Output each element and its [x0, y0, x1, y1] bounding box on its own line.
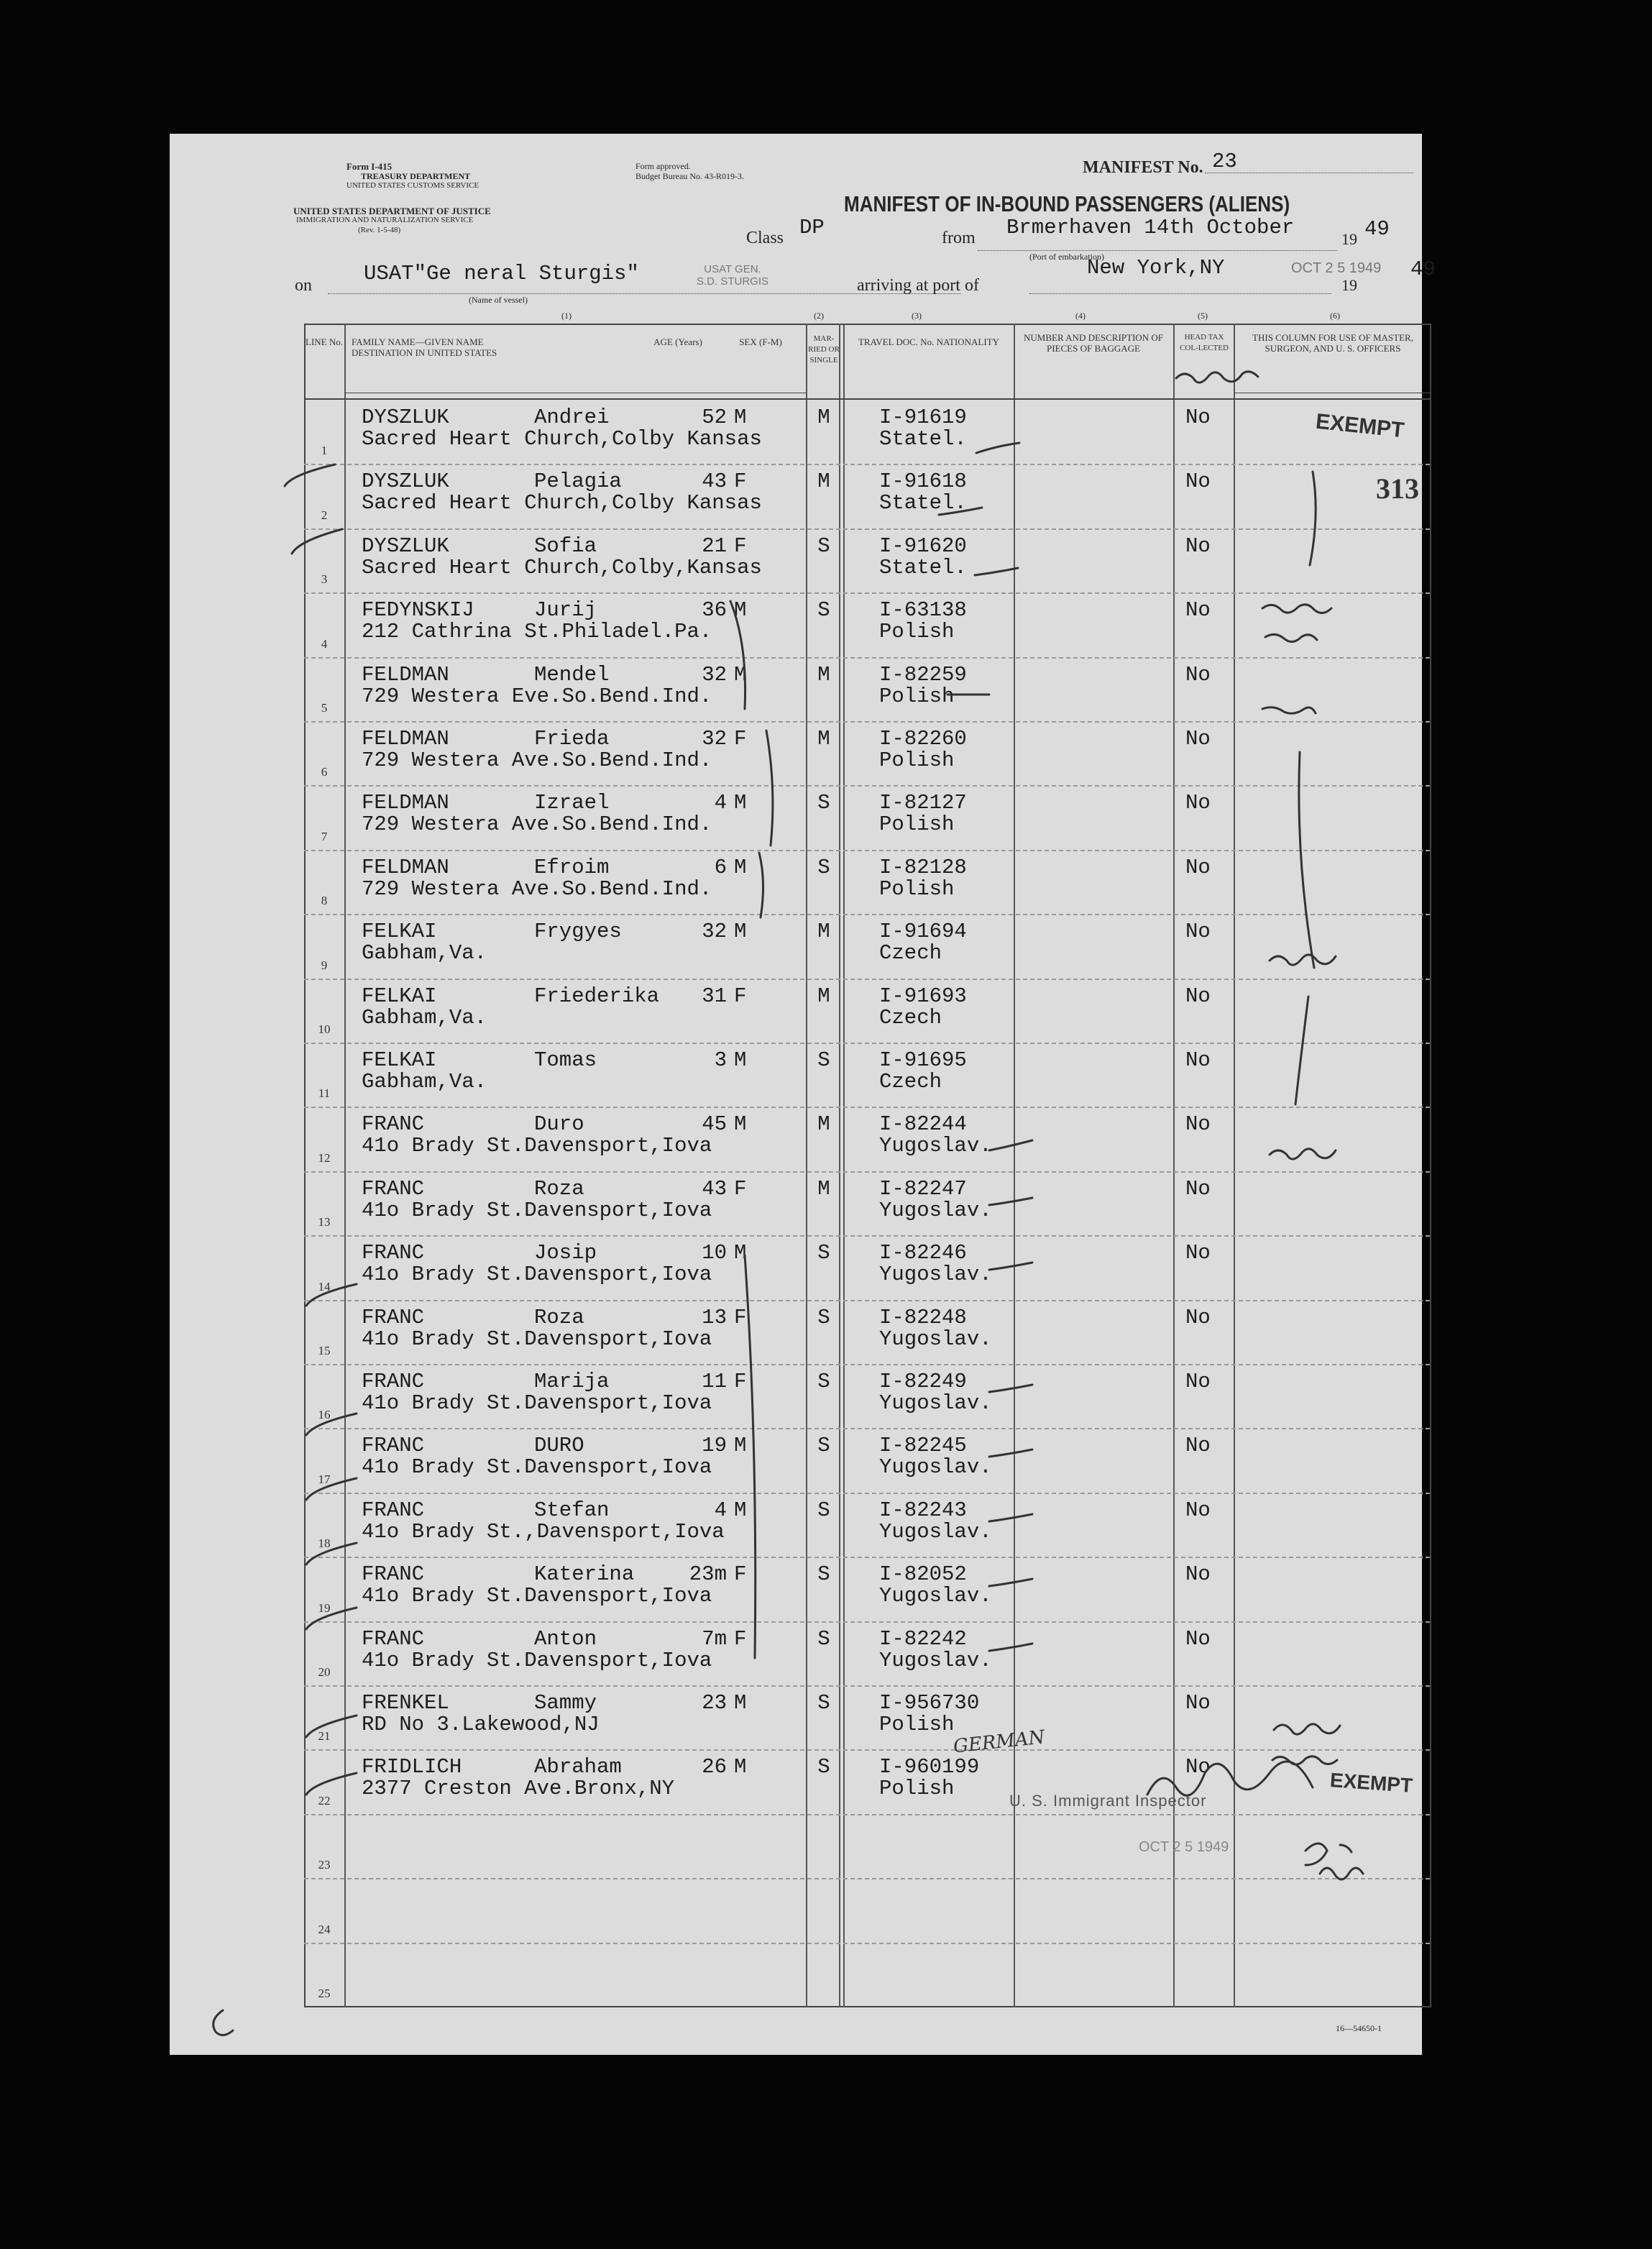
marital-status-cell: S	[817, 1755, 830, 1779]
destination-cell: 41o Brady St.Davensport,Iova	[362, 1648, 712, 1672]
age-cell: 45	[702, 1112, 727, 1137]
nationality-cell: Yugoslav.	[879, 1391, 992, 1415]
column-number: (6)	[1330, 311, 1340, 321]
marital-status-cell: M	[817, 406, 830, 429]
head-tax-cell: No	[1185, 533, 1211, 558]
family-name: FELKAI	[362, 920, 437, 944]
line-number: 3	[321, 572, 328, 587]
sex-cell: F	[734, 1626, 747, 1651]
travel-doc-number: I-82052	[879, 1562, 967, 1587]
destination-cell: 729 Westera Ave.So.Bend.Ind.	[362, 812, 712, 837]
family-name: FRANC	[362, 1241, 425, 1265]
year-prefix-2: 19	[1341, 276, 1357, 294]
family-name: FEDYNSKIJ	[362, 598, 474, 623]
footer-code: 16—54650-1	[1336, 2023, 1382, 2033]
nationality-cell: Polish	[879, 748, 955, 772]
marital-status-cell: S	[817, 1562, 830, 1587]
family-name: FELDMAN	[362, 727, 449, 751]
line-number: 21	[318, 1729, 331, 1744]
sex-cell: M	[734, 791, 747, 815]
family-name: FELDMAN	[362, 662, 449, 687]
nationality-cell: Yugoslav.	[879, 1134, 992, 1158]
nationality-cell: Polish	[879, 1713, 955, 1736]
age-cell: 43	[702, 1176, 727, 1201]
destination-cell: 41o Brady St.Davensport,Iova	[362, 1198, 712, 1222]
given-name: Pelagia	[534, 470, 622, 494]
age-cell: 32	[702, 662, 727, 687]
given-name: Marija	[534, 1370, 610, 1393]
nationality-cell: Czech	[879, 941, 942, 966]
family-name: FRANC	[362, 1434, 425, 1458]
handwriting-mark	[1176, 372, 1258, 383]
destination-cell: 41o Brady St.Davensport,Iova	[362, 1134, 712, 1158]
travel-doc-number: I-91693	[879, 984, 967, 1008]
nationality-cell: Yugoslav.	[879, 1263, 992, 1287]
nationality-cell: Statel.	[879, 427, 967, 451]
head-tax-cell: No	[1185, 920, 1211, 944]
marital-status-cell: M	[817, 984, 830, 1008]
family-name: FRANC	[362, 1112, 425, 1137]
destination-cell: 729 Westera Ave.So.Bend.Ind.	[362, 748, 712, 772]
travel-doc-number: I-91619	[879, 406, 967, 429]
nationality-cell: Yugoslav.	[879, 1519, 992, 1544]
age-cell: 23	[702, 1691, 727, 1715]
col-header-travel-doc: TRAVEL DOC. No. NATIONALITY	[858, 336, 1000, 347]
line-number: 19	[318, 1600, 331, 1615]
head-tax-cell: No	[1185, 470, 1211, 494]
inspector-signature	[1147, 1762, 1313, 1795]
head-tax-cell: No	[1185, 598, 1211, 623]
sex-cell: M	[734, 598, 747, 623]
family-name: FRANC	[362, 1498, 425, 1522]
nationality-cell: Polish	[879, 876, 955, 901]
year-prefix-1: 19	[1341, 230, 1357, 248]
given-name: Abraham	[534, 1755, 622, 1779]
given-name: Izrael	[534, 791, 610, 815]
column-number: (5)	[1198, 311, 1208, 321]
destination-cell: 41o Brady St.Davensport,Iova	[362, 1391, 712, 1415]
given-name: DURO	[534, 1434, 584, 1458]
handwriting-mark	[1274, 1724, 1340, 1734]
destination-cell: Gabham,Va.	[362, 941, 487, 966]
line-number: 2	[321, 508, 328, 522]
head-tax-cell: No	[1185, 1241, 1211, 1265]
marital-status-cell: M	[817, 727, 830, 751]
handwriting-mark	[1320, 1868, 1363, 1879]
sex-cell: M	[734, 1498, 747, 1522]
given-name: Katerina	[534, 1562, 635, 1587]
on-label: on	[295, 276, 312, 295]
travel-doc-number: I-91694	[879, 920, 967, 944]
from-port: Brmerhaven 14th October	[1006, 216, 1295, 239]
handwriting-mark	[1305, 1843, 1352, 1865]
marital-status-cell: M	[817, 920, 830, 944]
nationality-correction: GERMAN	[952, 1726, 1046, 1758]
head-tax-cell: No	[1185, 855, 1211, 879]
handwriting-mark	[989, 1140, 1032, 1651]
age-cell: 52	[702, 406, 727, 429]
given-name: Frygyes	[534, 920, 622, 944]
travel-doc-number: I-82246	[879, 1241, 967, 1265]
destination-cell: 729 Westera Ave.So.Bend.Ind.	[362, 876, 712, 901]
handwriting-mark	[1270, 1149, 1336, 1159]
destination-cell: 41o Brady St.Davensport,Iova	[362, 1584, 712, 1608]
travel-doc-number: I-82243	[879, 1498, 967, 1522]
vessel-caption: (Name of vessel)	[469, 295, 528, 305]
line-number: 9	[321, 958, 328, 972]
budget-bureau: Budget Bureau No. 43-R019-3.	[635, 171, 744, 181]
head-tax-cell: No	[1185, 406, 1211, 429]
sex-cell: F	[734, 1305, 747, 1329]
line-number: 18	[318, 1536, 331, 1551]
marital-status-cell: M	[817, 1176, 830, 1201]
given-name: Roza	[534, 1305, 584, 1329]
family-name: FELDMAN	[362, 855, 449, 879]
line-number: 13	[318, 1215, 331, 1229]
sex-cell: M	[734, 662, 747, 687]
travel-doc-number: I-91620	[879, 533, 967, 558]
marital-status-cell: M	[817, 662, 830, 687]
sex-cell: F	[734, 1176, 747, 1201]
travel-doc-number: I-82247	[879, 1176, 967, 1201]
age-cell: 23m	[689, 1562, 727, 1587]
age-cell: 43	[702, 470, 727, 494]
marital-status-cell: S	[817, 598, 830, 623]
age-cell: 21	[702, 533, 727, 558]
destination-cell: RD No 3.Lakewood,NJ	[362, 1713, 600, 1736]
line-number: 4	[321, 636, 328, 651]
sex-cell: M	[734, 1048, 747, 1072]
nationality-cell: Polish	[879, 620, 955, 644]
exempt-stamp-bottom: EXEMPT	[1329, 1769, 1414, 1797]
line-number: 11	[318, 1086, 331, 1101]
marital-status-cell: S	[817, 791, 830, 815]
handwriting-mark	[1299, 752, 1314, 968]
family-name: FELKAI	[362, 984, 437, 1008]
handwriting-mark	[1270, 955, 1336, 965]
col-header-head-tax: HEAD TAX COL-LECTED	[1180, 333, 1229, 352]
age-cell: 4	[714, 791, 727, 815]
form-revision: (Rev. 1-5-48)	[358, 226, 401, 234]
sex-cell: M	[734, 1241, 747, 1265]
head-tax-cell: No	[1185, 1305, 1211, 1329]
nationality-cell: Polish	[879, 812, 955, 837]
line-number: 12	[318, 1150, 331, 1165]
line-number: 17	[318, 1472, 331, 1486]
handwriting-overlay	[170, 134, 1422, 2055]
marital-status-cell: S	[817, 1048, 830, 1072]
head-tax-cell: No	[1185, 1434, 1211, 1458]
col-header-name-destination: FAMILY NAME—GIVEN NAME DESTINATION IN UNITED STATES	[352, 336, 497, 358]
travel-doc-number: I-82248	[879, 1305, 967, 1329]
family-name: FRANC	[362, 1370, 425, 1393]
head-tax-cell: No	[1185, 1048, 1211, 1072]
col-header-officers: THIS COLUMN FOR USE OF MASTER, SURGEON, AND U. S. OFFICERS	[1252, 332, 1413, 354]
destination-cell: 41o Brady St.Davensport,Iova	[362, 1327, 712, 1351]
sex-cell: M	[734, 1112, 747, 1137]
given-name: Josip	[534, 1241, 597, 1265]
inspector-caption: U. S. Immigrant Inspector	[1009, 1792, 1207, 1810]
travel-doc-number: I-956730	[879, 1691, 980, 1715]
head-tax-cell: No	[1185, 1176, 1211, 1201]
age-cell: 3	[714, 1048, 727, 1072]
marital-status-cell: S	[817, 1305, 830, 1329]
travel-doc-number: I-91695	[879, 1048, 967, 1072]
head-tax-cell: No	[1185, 1112, 1211, 1137]
age-cell: 6	[714, 855, 727, 879]
family-name: FRANC	[362, 1626, 425, 1651]
handwriting-mark	[1262, 605, 1331, 613]
marital-status-cell: S	[817, 1370, 830, 1393]
given-name: Sofia	[534, 533, 597, 558]
age-cell: 32	[702, 920, 727, 944]
given-name: Stefan	[534, 1498, 610, 1522]
arrival-port: New York,NY	[1087, 256, 1225, 280]
nationality-cell: Yugoslav.	[879, 1648, 992, 1672]
family-name: FRENKEL	[362, 1691, 449, 1715]
head-tax-cell: No	[1185, 1755, 1211, 1779]
head-tax-cell: No	[1185, 984, 1211, 1008]
line-number: 14	[318, 1279, 331, 1293]
handwriting-mark	[730, 601, 773, 917]
given-name: Andrei	[534, 406, 610, 429]
year-1: 49	[1364, 217, 1390, 241]
age-cell: 26	[702, 1755, 727, 1779]
destination-cell: 729 Westera Eve.So.Bend.Ind.	[362, 684, 712, 708]
age-cell: 31	[702, 984, 727, 1008]
marital-status-cell: S	[817, 855, 830, 879]
line-number: 15	[318, 1343, 331, 1357]
age-cell: 10	[702, 1241, 727, 1265]
age-cell: 32	[702, 727, 727, 751]
age-cell: 19	[702, 1434, 727, 1458]
form-id: Form I-415	[347, 161, 393, 172]
handwriting-mark	[214, 2010, 233, 2035]
head-tax-cell: No	[1185, 1498, 1211, 1522]
marital-status-cell: S	[817, 1434, 830, 1458]
nationality-cell: Yugoslav.	[879, 1584, 992, 1608]
nationality-cell: Polish	[879, 684, 955, 708]
head-tax-cell: No	[1185, 1626, 1211, 1651]
column-number: (1)	[561, 311, 572, 321]
destination-cell: Sacred Heart Church,Colby Kansas	[362, 427, 762, 451]
marital-status-cell: M	[817, 1112, 830, 1137]
given-name: Efroim	[534, 855, 610, 879]
destination-cell: Sacred Heart Church,Colby Kansas	[362, 491, 762, 516]
family-name: DYSZLUK	[362, 470, 449, 494]
travel-doc-number: I-82245	[879, 1434, 967, 1458]
line-number: 8	[321, 894, 328, 908]
handwriting-mark	[1265, 634, 1317, 641]
travel-doc-number: I-960199	[879, 1755, 980, 1779]
line-number: 25	[318, 1986, 331, 2000]
vessel-stamp: USAT GEN. S.D. STURGIS	[696, 263, 768, 288]
given-name: Mendel	[534, 662, 610, 687]
handwriting-mark	[1262, 707, 1316, 714]
sex-cell: F	[734, 1562, 747, 1587]
sex-cell: M	[734, 1691, 747, 1715]
age-cell: 4	[714, 1498, 727, 1522]
line-number: 23	[318, 1858, 331, 1872]
line-number: 20	[318, 1664, 331, 1679]
given-name: Duro	[534, 1112, 584, 1137]
travel-doc-number: I-82244	[879, 1112, 967, 1137]
travel-doc-number: I-82249	[879, 1370, 967, 1393]
head-tax-cell: No	[1185, 1562, 1211, 1587]
handwriting-mark	[285, 464, 357, 1795]
dept-treasury-sub: UNITED STATES CUSTOMS SERVICE	[347, 181, 479, 190]
family-name: FELKAI	[362, 1048, 437, 1072]
col-header-sex: SEX (F-M)	[739, 336, 782, 347]
line-number: 5	[321, 700, 328, 715]
column-number: (3)	[912, 311, 922, 321]
destination-cell: 2377 Creston Ave.Bronx,NY	[362, 1777, 675, 1801]
head-tax-cell: No	[1185, 791, 1211, 815]
sex-cell: M	[734, 855, 747, 879]
dept-justice: UNITED STATES DEPARTMENT OF JUSTICE	[293, 206, 491, 216]
sex-cell: M	[734, 1755, 747, 1779]
page-number: 313	[1376, 472, 1419, 505]
given-name: Roza	[534, 1176, 584, 1201]
line-number: 24	[318, 1922, 331, 1936]
sex-cell: F	[734, 727, 747, 751]
destination-cell: Sacred Heart Church,Colby,Kansas	[362, 555, 762, 580]
handwriting-mark	[1295, 997, 1308, 1104]
nationality-cell: Statel.	[879, 555, 967, 580]
marital-status-cell: S	[817, 1498, 830, 1522]
arriving-label: arriving at port of	[857, 276, 979, 295]
year-2: 49	[1410, 257, 1436, 281]
marital-status-cell: M	[817, 470, 830, 494]
destination-cell: 41o Brady St.Davensport,Iova	[362, 1455, 712, 1480]
sex-cell: M	[734, 1434, 747, 1458]
from-label: from	[942, 229, 976, 247]
line-number: 22	[318, 1793, 331, 1808]
age-cell: 7m	[702, 1626, 727, 1651]
class-value: DP	[799, 216, 825, 239]
travel-doc-number: I-82259	[879, 662, 967, 687]
manifest-number-label: MANIFEST No.	[1083, 158, 1203, 177]
family-name: FRANC	[362, 1562, 425, 1587]
sex-cell: F	[734, 533, 747, 558]
manifest-sheet	[170, 134, 1436, 2055]
line-number: 6	[321, 765, 328, 779]
line-number: 10	[318, 1022, 331, 1036]
nationality-cell: Yugoslav.	[879, 1455, 992, 1480]
family-name: FRIDLICH	[362, 1755, 462, 1779]
family-name: FELDMAN	[362, 791, 449, 815]
nationality-cell: Statel.	[879, 491, 967, 516]
nationality-cell: Yugoslav.	[879, 1198, 992, 1222]
age-cell: 11	[702, 1370, 727, 1393]
inspector-date-stamp: OCT 2 5 1949	[1139, 1839, 1229, 1855]
class-label: Class	[746, 229, 784, 247]
nationality-cell: Czech	[879, 1070, 942, 1094]
travel-doc-number: I-82128	[879, 855, 967, 879]
head-tax-cell: No	[1185, 727, 1211, 751]
port-caption: (Port of embarkation)	[1029, 252, 1104, 262]
dept-treasury: TREASURY DEPARTMENT	[361, 171, 471, 181]
destination-cell: 41o Brady St.,Davensport,Iova	[362, 1519, 725, 1544]
sex-cell: F	[734, 984, 747, 1008]
given-name: Friederika	[534, 984, 660, 1008]
marital-status-cell: S	[817, 533, 830, 558]
family-name: DYSZLUK	[362, 533, 449, 558]
given-name: Sammy	[534, 1691, 597, 1715]
head-tax-cell: No	[1185, 1691, 1211, 1715]
dept-justice-sub: IMMIGRATION AND NATURALIZATION SERVICE	[296, 216, 474, 224]
marital-status-cell: S	[817, 1691, 830, 1715]
head-tax-cell: No	[1185, 662, 1211, 687]
head-tax-cell: No	[1185, 1370, 1211, 1393]
nationality-cell: Yugoslav.	[879, 1327, 992, 1351]
destination-cell: 41o Brady St.Davensport,Iova	[362, 1263, 712, 1287]
given-name: Tomas	[534, 1048, 597, 1072]
family-name: FRANC	[362, 1176, 425, 1201]
sex-cell: F	[734, 1370, 747, 1393]
nationality-cell: Czech	[879, 1005, 942, 1030]
line-number: 1	[321, 444, 328, 458]
manifest-title: MANIFEST OF IN-BOUND PASSENGERS (ALIENS)	[844, 191, 1290, 216]
handwriting-mark	[745, 1255, 756, 1658]
handwriting-mark	[939, 443, 1019, 695]
travel-doc-number: I-91618	[879, 470, 967, 494]
line-number: 7	[321, 829, 328, 843]
given-name: Frieda	[534, 727, 610, 751]
vessel-name: USAT"Ge neral Sturgis"	[364, 262, 639, 285]
given-name: Jurij	[534, 598, 597, 623]
sex-cell: M	[734, 406, 747, 429]
manifest-number: 23	[1212, 150, 1237, 173]
col-header-baggage: NUMBER AND DESCRIPTION OF PIECES OF BAGGAGE	[1024, 332, 1163, 354]
handwriting-mark	[1310, 472, 1316, 565]
family-name: FRANC	[362, 1305, 425, 1329]
destination-cell: Gabham,Va.	[362, 1005, 487, 1030]
col-header-married: MAR-RIED OR SINGLE	[808, 334, 840, 365]
form-approved: Form approved.	[635, 161, 691, 171]
marital-status-cell: S	[817, 1626, 830, 1651]
col-header-age: AGE (Years)	[653, 336, 702, 347]
sex-cell: M	[734, 920, 747, 944]
col-header-line-no: LINE No.	[306, 336, 343, 347]
column-number: (4)	[1075, 311, 1086, 321]
age-cell: 13	[702, 1305, 727, 1329]
arrival-date-stamp: OCT 2 5 1949	[1291, 260, 1382, 276]
sex-cell: F	[734, 470, 747, 494]
marital-status-cell: S	[817, 1241, 830, 1265]
given-name: Anton	[534, 1626, 597, 1651]
destination-cell: Gabham,Va.	[362, 1070, 487, 1094]
travel-doc-number: I-82242	[879, 1626, 967, 1651]
column-number: (2)	[814, 311, 824, 321]
travel-doc-number: I-82260	[879, 727, 967, 751]
family-name: DYSZLUK	[362, 406, 449, 429]
age-cell: 36	[702, 598, 727, 623]
travel-doc-number: I-63138	[879, 598, 967, 623]
nationality-cell: Polish	[879, 1777, 955, 1801]
travel-doc-number: I-82127	[879, 791, 967, 815]
line-number: 16	[318, 1408, 331, 1422]
destination-cell: 212 Cathrina St.Philadel.Pa.	[362, 620, 712, 644]
exempt-stamp: EXEMPT	[1314, 409, 1405, 443]
